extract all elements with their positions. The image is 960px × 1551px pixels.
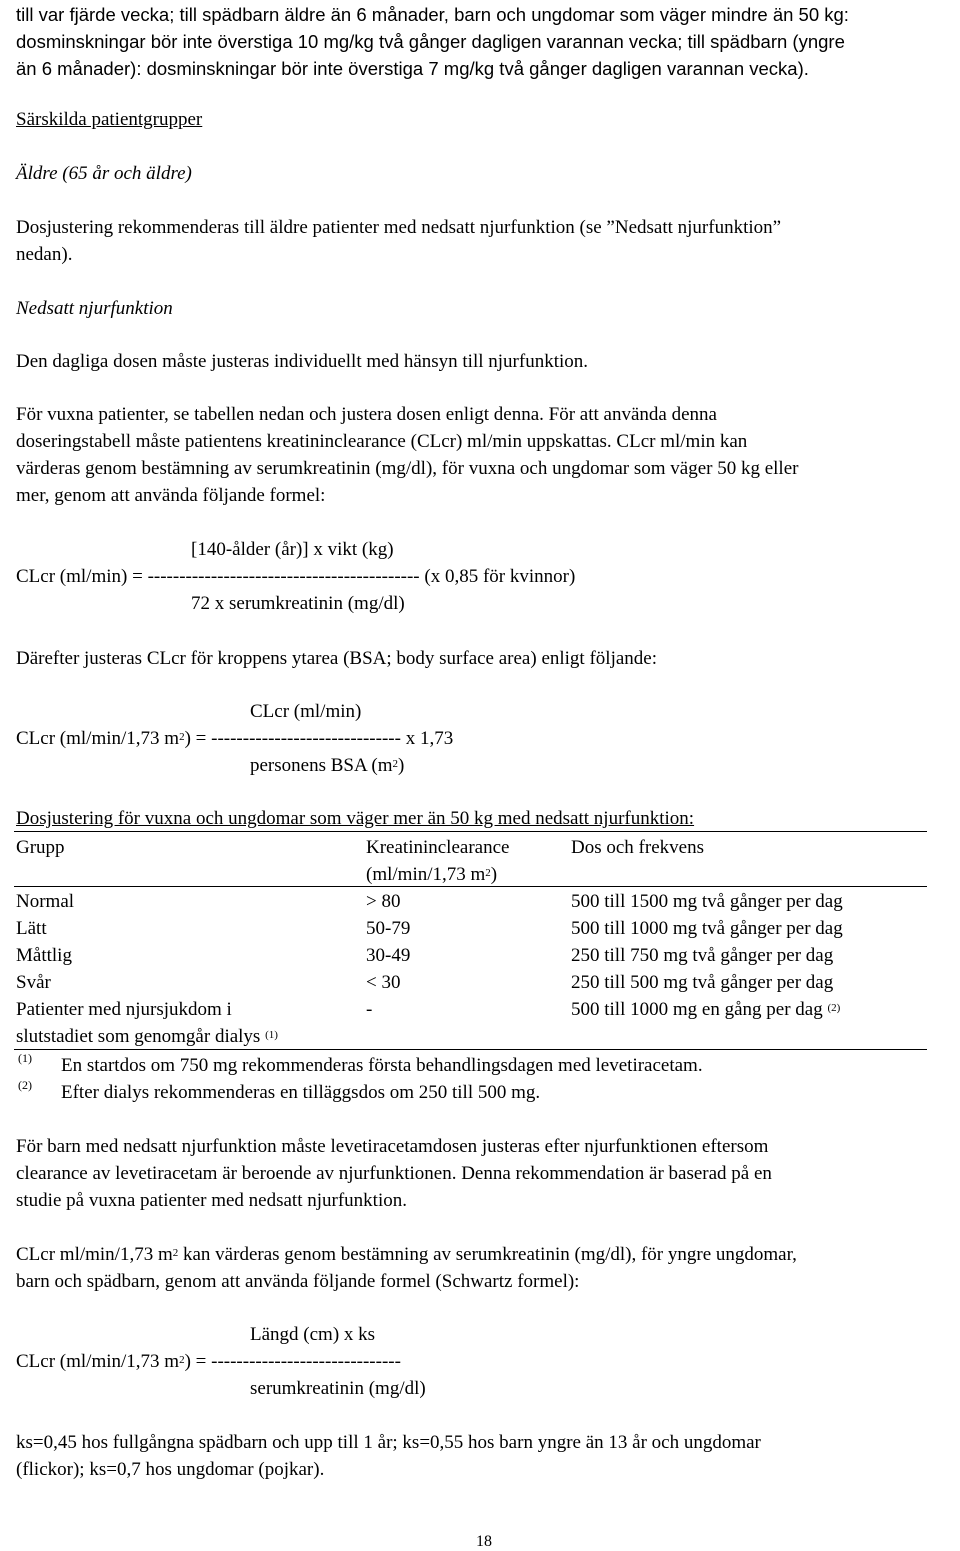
- table-last-row-group-2: slutstadiet som genomgår dialys $^{(1)}$: [16, 1026, 278, 1047]
- children-paragraph-2-line-2: barn och spädbarn, genom att använda följande formel (Schwartz formel):: [16, 1271, 580, 1292]
- page-number: 18: [476, 1533, 492, 1550]
- formula2-denominator: personens BSA $(m^2)$: [250, 755, 405, 776]
- table-header-clearance-unit: (ml/min/1,73 $m^2$): [366, 864, 498, 885]
- formula1-fraction-bar: -------------------------------------------: [147, 566, 420, 587]
- elderly-heading: Äldre (65 år och äldre): [16, 163, 192, 184]
- renal-paragraph-2-line-2: doseringstabell måste patientens kreatininclearance (CLcr) ml/min uppskattas. CLcr ml/min kan: [16, 431, 748, 452]
- table-header-clearance: Kreatininclearance: [366, 837, 510, 858]
- elderly-text-1: Dosjustering rekommenderas till äldre patienter med nedsatt njurfunktion (se ”Nedsatt njurfunktion”: [16, 217, 782, 238]
- children-paragraph-1-line-1: För barn med nedsatt njurfunktion måste levetiracetamdosen justeras efter njurfunktionen eftersom: [16, 1136, 769, 1157]
- table-header-dose: Dos och frekvens: [571, 837, 704, 858]
- table-cell-group: Måttlig: [16, 945, 72, 966]
- formula3-line: CLcr (ml/min/1,73 $m^2$) = ------------------------------: [16, 1351, 401, 1372]
- table-cell-clearance: 50-79: [366, 918, 411, 939]
- table-header-group: Grupp: [16, 837, 65, 858]
- renal-paragraph-2-line-3: värderas genom bestämning av serumkreatinin (mg/dl), för vuxna och ungdomar som väger 50 kg eller: [16, 458, 799, 479]
- table-cell-dose: 250 till 500 mg två gånger per dag: [571, 972, 834, 993]
- table-last-row-dose: 500 till 1000 mg en gång per dag $^{(2)}$: [571, 999, 841, 1020]
- table-cell-dose: 500 till 1000 mg två gånger per dag: [571, 918, 843, 939]
- children-paragraph-2-line-1: CLcr ml/min/1,73 $m^2$ kan värderas genom bestämning av serumkreatinin (mg/dl), för yngre ungdomar,: [16, 1244, 797, 1265]
- renal-heading: Nedsatt njurfunktion: [16, 298, 173, 319]
- renal-paragraph-2-line-1: För vuxna patienter, se tabellen nedan och justera dosen enligt denna. För att använda denna: [16, 404, 717, 425]
- children-paragraph-1-line-2: clearance av levetiracetam är beroende av njurfunktionen. Denna rekommendation är baserad på en: [16, 1163, 772, 1184]
- formula2-line: CLcr (ml/min/1,73 $m^2$) = ------------------------------ x 1,73: [16, 728, 454, 749]
- footnote-1-text: En startdos om 750 mg rekommenderas första behandlingsdagen med levetiracetam.: [61, 1055, 703, 1076]
- intro-line-3: än 6 månader): dosminskningar bör inte överstiga 7 mg/kg två gånger dagligen varannan vecka).: [16, 58, 809, 79]
- table-cell-clearance: > 80: [366, 891, 401, 912]
- formula3-denominator: serumkreatinin (mg/dl): [250, 1378, 426, 1399]
- formula2-fraction-bar: ------------------------------: [211, 728, 401, 749]
- ks-line-1: ks=0,45 hos fullgångna spädbarn och upp till 1 år; ks=0,55 hos barn yngre än 13 år och ungdomar: [16, 1432, 761, 1453]
- formula2-numerator: CLcr (ml/min): [250, 701, 362, 722]
- ks-line-2: (flickor); ks=0,7 hos ungdomar (pojkar).: [16, 1459, 325, 1480]
- footnote-2-mark: (2): [18, 1078, 32, 1092]
- formula1-denominator: 72 x serumkreatinin (mg/dl): [191, 593, 405, 614]
- table-cell-dose: 250 till 750 mg två gånger per dag: [571, 945, 834, 966]
- table-last-row-group-1: Patienter med njursjukdom i: [16, 999, 232, 1020]
- bsa-intro: Därefter justeras CLcr för kroppens ytarea (BSA; body surface area) enligt följande:: [16, 648, 657, 669]
- table-title: Dosjustering för vuxna och ungdomar som väger mer än 50 kg med nedsatt njurfunktion:: [16, 808, 695, 829]
- table-cell-clearance: 30-49: [366, 945, 411, 966]
- formula3-fraction-bar: ------------------------------: [211, 1351, 401, 1372]
- special-groups-heading: Särskilda patientgrupper: [16, 109, 203, 130]
- table-cell-group: Lätt: [16, 918, 47, 939]
- table-header-rule: [14, 886, 927, 887]
- table-last-row-clearance: -: [366, 999, 373, 1020]
- formula1-numerator: [140-ålder (år)] x vikt (kg): [191, 539, 394, 560]
- table-bottom-rule: [14, 1049, 927, 1050]
- table-cell-dose: 500 till 1500 mg två gånger per dag: [571, 891, 843, 912]
- table-cell-group: Normal: [16, 891, 75, 912]
- intro-line-1: till var fjärde vecka; till spädbarn äldre än 6 månader, barn och ungdomar som väger mindre än 50 kg:: [16, 4, 849, 25]
- intro-line-2: dosminskningar bör inte överstiga 10 mg/kg två gånger dagligen varannan vecka; till spädbarn (yngre: [16, 31, 845, 52]
- table-cell-group: Svår: [16, 972, 51, 993]
- table-top-rule: [14, 831, 927, 832]
- formula3-numerator: Längd (cm) x ks: [250, 1324, 376, 1345]
- footnote-2-text: Efter dialys rekommenderas en tilläggsdos om 250 till 500 mg.: [61, 1082, 541, 1103]
- renal-paragraph-2-line-4: mer, genom att använda följande formel:: [16, 485, 326, 506]
- table-cell-clearance: < 30: [366, 972, 401, 993]
- renal-paragraph-1: Den dagliga dosen måste justeras individuellt med hänsyn till njurfunktion.: [16, 351, 589, 372]
- children-paragraph-1-line-3: studie på vuxna patienter med nedsatt njurfunktion.: [16, 1190, 407, 1211]
- formula1-line: CLcr (ml/min) = ------------------------------------------- (x 0,85 för kvinnor): [16, 566, 576, 587]
- footnote-1-mark: (1): [18, 1051, 32, 1065]
- elderly-text-2: nedan).: [16, 244, 73, 265]
